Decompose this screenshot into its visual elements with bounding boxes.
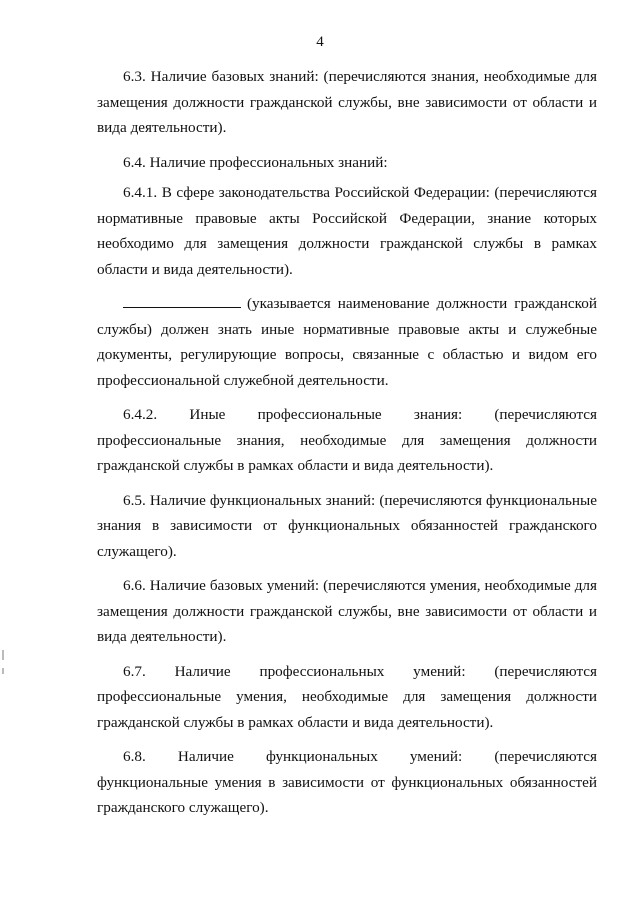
paragraph-position-requirement-text: (указывается наименование должности гражданской службы) должен знать иные нормативные правовые акты и служебные документы, регулирующие вопросы, связанные с областью и видом его профессиональной служебной деятельности.: [97, 295, 597, 389]
document-body: [97, 64, 597, 830]
paragraph-6-5: 6.5. Наличие функциональных знаний: (перечисляются функциональные знания в зависимости от функциональных обязанностей гражданского служащего).: [97, 491, 597, 560]
paragraph-6-3: 6.3. Наличие базовых знаний: (перечисляются знания, необходимые для замещения должности гражданской службы, вне зависимости от области и вида деятельности).: [97, 68, 597, 136]
paragraph-6-8: 6.8. Наличие функциональных умений: (перечисляются функциональные умения в зависимости от функциональных обязанностей гражданского служащего).: [97, 748, 597, 816]
paragraph-6-7: 6.7. Наличие профессиональных умений: (перечисляются профессиональные умения, необходимые для замещения должности гражданской службы в рамках области и вида деятельности).: [97, 662, 597, 731]
paragraph-6-4-2: 6.4.2. Иные профессиональные знания: (перечисляются профессиональные знания, необходимые для замещения должности гражданской службы в рамках области и вида деятельности).: [97, 406, 597, 474]
paragraph-6-4-1: 6.4.1. В сфере законодательства Российской Федерации: (перечисляются нормативные правовые акты Российской Федерации, знание которых необходимо для замещения должности гражданской службы в рамках области и вида деятельности).: [97, 184, 597, 278]
scan-margin-mark: [2, 668, 4, 674]
paragraph-position-requirement: [97, 291, 597, 393]
scan-margin-mark: [2, 650, 4, 660]
fill-in-blank-line: [123, 293, 241, 308]
page-number: 4: [316, 34, 324, 50]
paragraph-6-6: 6.6. Наличие базовых умений: (перечисляются умения, необходимые для замещения должности гражданской службы, вне зависимости от области и вида деятельности).: [97, 577, 597, 645]
paragraph-6-4: 6.4. Наличие профессиональных знаний:: [123, 153, 388, 171]
